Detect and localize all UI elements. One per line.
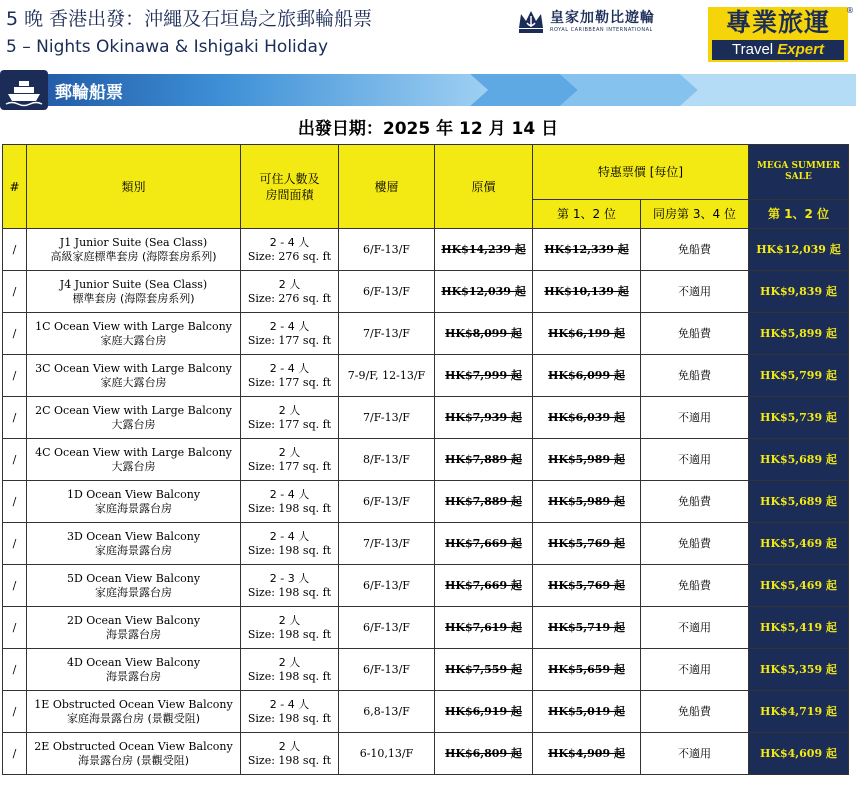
header-index: # xyxy=(3,145,27,229)
third-fourth-guest-fare: 不適用 xyxy=(641,733,749,775)
occupancy xyxy=(241,649,339,691)
cabin-category-cn: 家庭大露台房 xyxy=(100,333,167,347)
occupancy-count: 2 - 4 人 xyxy=(269,529,310,543)
mega-sale-price: HK$5,469 起 xyxy=(749,523,849,565)
mega-sale-price: HK$5,899 起 xyxy=(749,313,849,355)
mega-sale-price: HK$5,689 起 xyxy=(749,439,849,481)
mega-sale-price: HK$5,799 起 xyxy=(749,355,849,397)
royal-caribbean-logo xyxy=(516,8,655,36)
row-index: / xyxy=(3,313,27,355)
special-price: HK$5,989 起 xyxy=(533,481,641,523)
special-price: HK$12,339 起 xyxy=(533,229,641,271)
mega-sale-price: HK$5,469 起 xyxy=(749,565,849,607)
table-row xyxy=(3,271,849,313)
cabin-category-cn: 標準套房 (海際套房系列) xyxy=(72,291,195,305)
special-price: HK$6,039 起 xyxy=(533,397,641,439)
cabin-size: Size: 177 sq. ft xyxy=(247,417,332,431)
header-occupancy xyxy=(241,145,339,229)
original-price: HK$7,669 起 xyxy=(435,523,533,565)
cabin-size: Size: 177 sq. ft xyxy=(247,459,332,473)
page-title-chinese: 5 晚 香港出發：沖繩及石垣島之旅郵輪船票 xyxy=(6,8,373,30)
cabin-category-en: J1 Junior Suite (Sea Class) xyxy=(59,235,208,249)
mega-sale-price: HK$5,359 起 xyxy=(749,649,849,691)
cabin-category-en: J4 Junior Suite (Sea Class) xyxy=(59,277,208,291)
third-fourth-guest-fare: 免船費 xyxy=(641,481,749,523)
cabin-category-en: 2D Ocean View Balcony xyxy=(66,613,201,627)
occupancy xyxy=(241,691,339,733)
special-price: HK$10,139 起 xyxy=(533,271,641,313)
occupancy-count: 2 - 3 人 xyxy=(269,571,310,585)
third-fourth-guest-fare: 免船費 xyxy=(641,229,749,271)
header-guest-1-2: 第 1、2 位 xyxy=(533,200,641,229)
occupancy xyxy=(241,565,339,607)
header-mega-sale xyxy=(749,145,849,200)
mega-sale-price: HK$4,609 起 xyxy=(749,733,849,775)
table-row xyxy=(3,607,849,649)
original-price: HK$12,039 起 xyxy=(435,271,533,313)
special-price: HK$5,019 起 xyxy=(533,691,641,733)
cabin-size: Size: 198 sq. ft xyxy=(247,627,332,641)
row-index: / xyxy=(3,691,27,733)
cabin-category xyxy=(27,439,241,481)
occupancy-count: 2 - 4 人 xyxy=(269,319,310,333)
third-fourth-guest-fare: 免船費 xyxy=(641,313,749,355)
special-price: HK$4,909 起 xyxy=(533,733,641,775)
table-row xyxy=(3,313,849,355)
original-price: HK$7,889 起 xyxy=(435,439,533,481)
deck: 7/F-13/F xyxy=(339,397,435,439)
cabin-category-en: 1D Ocean View Balcony xyxy=(66,487,201,501)
row-index: / xyxy=(3,439,27,481)
travel-expert-name-en xyxy=(712,40,844,60)
cabin-category-cn: 海景露台房 xyxy=(106,627,161,641)
cabin-category-cn: 家庭海景露台房 xyxy=(95,501,172,515)
deck: 8/F-13/F xyxy=(339,439,435,481)
mega-sale-price: HK$5,739 起 xyxy=(749,397,849,439)
row-index: / xyxy=(3,607,27,649)
table-row xyxy=(3,229,849,271)
original-price: HK$8,099 起 xyxy=(435,313,533,355)
cabin-category-en: 5D Ocean View Balcony xyxy=(66,571,201,585)
cabin-category-cn: 高級家庭標準套房 (海際套房系列) xyxy=(50,249,217,263)
special-price: HK$5,769 起 xyxy=(533,523,641,565)
cabin-category-en: 3D Ocean View Balcony xyxy=(66,529,201,543)
header-special-price: 特惠票價 [每位] xyxy=(533,145,749,200)
fare-table xyxy=(2,144,849,775)
original-price: HK$6,809 起 xyxy=(435,733,533,775)
cabin-category-cn: 大露台房 xyxy=(111,417,156,431)
occupancy-count: 2 人 xyxy=(278,739,301,753)
original-price: HK$7,999 起 xyxy=(435,355,533,397)
mega-sale-price: HK$5,419 起 xyxy=(749,607,849,649)
deck: 6/F-13/F xyxy=(339,565,435,607)
third-fourth-guest-fare: 免船費 xyxy=(641,355,749,397)
header-mega-line1: MEGA SUMMER xyxy=(756,161,841,171)
table-row xyxy=(3,355,849,397)
cabin-category xyxy=(27,565,241,607)
occupancy xyxy=(241,355,339,397)
mega-sale-price: HK$5,689 起 xyxy=(749,481,849,523)
table-row xyxy=(3,439,849,481)
original-price: HK$14,239 起 xyxy=(435,229,533,271)
cabin-category-cn: 家庭海景露台房 (景觀受阻) xyxy=(66,711,201,725)
deck: 6/F-13/F xyxy=(339,649,435,691)
occupancy xyxy=(241,397,339,439)
row-index: / xyxy=(3,733,27,775)
special-price: HK$5,769 起 xyxy=(533,565,641,607)
section-banner xyxy=(0,70,856,110)
royal-caribbean-name-cn: 皇家加勒比遊輪 xyxy=(550,10,655,26)
cabin-category-en: 1C Ocean View with Large Balcony xyxy=(35,319,232,333)
cabin-size: Size: 198 sq. ft xyxy=(247,585,332,599)
deck: 6/F-13/F xyxy=(339,607,435,649)
special-price: HK$6,099 起 xyxy=(533,355,641,397)
occupancy xyxy=(241,229,339,271)
cabin-category xyxy=(27,481,241,523)
occupancy-count: 2 人 xyxy=(278,445,301,459)
mega-sale-price: HK$9,839 起 xyxy=(749,271,849,313)
row-index: / xyxy=(3,229,27,271)
occupancy-count: 2 - 4 人 xyxy=(269,487,310,501)
row-index: / xyxy=(3,355,27,397)
table-row xyxy=(3,397,849,439)
row-index: / xyxy=(3,523,27,565)
header-occupancy-line1: 可住人數及 xyxy=(259,171,320,186)
mega-sale-price: HK$4,719 起 xyxy=(749,691,849,733)
cabin-size: Size: 198 sq. ft xyxy=(247,501,332,515)
special-price: HK$5,989 起 xyxy=(533,439,641,481)
deck: 7-9/F, 12-13/F xyxy=(339,355,435,397)
travel-expert-word-travel: Travel xyxy=(732,41,774,58)
cabin-category-cn: 家庭海景露台房 xyxy=(95,585,172,599)
occupancy-count: 2 人 xyxy=(278,655,301,669)
page-title-english: 5 – Nights Okinawa & Ishigaki Holiday xyxy=(6,37,329,57)
cabin-category xyxy=(27,649,241,691)
cabin-category-en: 2C Ocean View with Large Balcony xyxy=(35,403,232,417)
cabin-category-cn: 家庭海景露台房 xyxy=(95,543,172,557)
third-fourth-guest-fare: 不適用 xyxy=(641,439,749,481)
deck: 6/F-13/F xyxy=(339,271,435,313)
occupancy-count: 2 - 4 人 xyxy=(269,697,310,711)
crown-anchor-icon xyxy=(516,8,546,36)
occupancy xyxy=(241,523,339,565)
cabin-category-cn: 海景露台房 (景觀受阻) xyxy=(77,753,190,767)
original-price: HK$7,889 起 xyxy=(435,481,533,523)
cabin-category-cn: 家庭大露台房 xyxy=(100,375,167,389)
row-index: / xyxy=(3,565,27,607)
occupancy-count: 2 - 4 人 xyxy=(269,235,310,249)
third-fourth-guest-fare: 不適用 xyxy=(641,649,749,691)
header-guest-3-4: 同房第 3、4 位 xyxy=(641,200,749,229)
original-price: HK$7,669 起 xyxy=(435,565,533,607)
cabin-category-en: 4D Ocean View Balcony xyxy=(66,655,201,669)
cabin-size: Size: 177 sq. ft xyxy=(247,375,332,389)
original-price: HK$7,559 起 xyxy=(435,649,533,691)
occupancy xyxy=(241,607,339,649)
cabin-category xyxy=(27,229,241,271)
table-row xyxy=(3,733,849,775)
cabin-size: Size: 198 sq. ft xyxy=(247,543,332,557)
occupancy xyxy=(241,481,339,523)
registered-mark: ® xyxy=(846,6,854,15)
royal-caribbean-name-en: ROYAL CARIBBEAN INTERNATIONAL xyxy=(550,27,653,33)
cabin-category-en: 3C Ocean View with Large Balcony xyxy=(35,361,232,375)
deck: 7/F-13/F xyxy=(339,313,435,355)
cabin-size: Size: 177 sq. ft xyxy=(247,333,332,347)
table-row xyxy=(3,691,849,733)
table-row xyxy=(3,565,849,607)
occupancy xyxy=(241,271,339,313)
table-row xyxy=(3,481,849,523)
travel-expert-name-cn: 專業旅運 xyxy=(725,8,830,37)
header-mega-line2: SALE xyxy=(785,172,812,182)
deck: 6/F-13/F xyxy=(339,481,435,523)
original-price: HK$7,939 起 xyxy=(435,397,533,439)
cabin-category xyxy=(27,733,241,775)
travel-expert-word-expert: Expert xyxy=(777,41,824,58)
cabin-category xyxy=(27,523,241,565)
occupancy xyxy=(241,313,339,355)
special-price: HK$5,719 起 xyxy=(533,607,641,649)
cabin-category xyxy=(27,607,241,649)
cabin-category xyxy=(27,397,241,439)
cabin-size: Size: 198 sq. ft xyxy=(247,753,332,767)
third-fourth-guest-fare: 免船費 xyxy=(641,691,749,733)
cabin-size: Size: 276 sq. ft xyxy=(247,291,332,305)
cabin-category xyxy=(27,313,241,355)
occupancy-count: 2 人 xyxy=(278,613,301,627)
occupancy xyxy=(241,439,339,481)
row-index: / xyxy=(3,481,27,523)
row-index: / xyxy=(3,271,27,313)
cabin-category xyxy=(27,691,241,733)
cabin-category-cn: 大露台房 xyxy=(111,459,156,473)
deck: 7/F-13/F xyxy=(339,523,435,565)
table-row xyxy=(3,649,849,691)
section-title: 郵輪船票 xyxy=(55,83,123,103)
original-price: HK$6,919 起 xyxy=(435,691,533,733)
occupancy xyxy=(241,733,339,775)
occupancy-count: 2 人 xyxy=(278,277,301,291)
special-price: HK$6,199 起 xyxy=(533,313,641,355)
third-fourth-guest-fare: 不適用 xyxy=(641,607,749,649)
cabin-category-en: 1E Obstructed Ocean View Balcony xyxy=(34,697,233,711)
occupancy-count: 2 人 xyxy=(278,403,301,417)
cabin-size: Size: 276 sq. ft xyxy=(247,249,332,263)
third-fourth-guest-fare: 免船費 xyxy=(641,523,749,565)
row-index: / xyxy=(3,397,27,439)
cabin-category-en: 2E Obstructed Ocean View Balcony xyxy=(34,739,233,753)
cabin-category-en: 4C Ocean View with Large Balcony xyxy=(35,445,232,459)
cabin-category xyxy=(27,355,241,397)
header-mega-guest-1-2: 第 1、2 位 xyxy=(749,200,849,229)
row-index: / xyxy=(3,649,27,691)
cabin-category xyxy=(27,271,241,313)
cabin-category-cn: 海景露台房 xyxy=(106,669,161,683)
special-price: HK$5,659 起 xyxy=(533,649,641,691)
third-fourth-guest-fare: 不適用 xyxy=(641,397,749,439)
cabin-size: Size: 198 sq. ft xyxy=(247,711,332,725)
header-occupancy-line2: 房間面積 xyxy=(265,187,314,202)
header-deck: 樓層 xyxy=(339,145,435,229)
travel-expert-logo xyxy=(708,7,848,62)
mega-sale-price: HK$12,039 起 xyxy=(749,229,849,271)
sailing-date: 出發日期：2025 年 12 月 14 日 xyxy=(297,119,559,139)
deck: 6/F-13/F xyxy=(339,229,435,271)
deck: 6,8-13/F xyxy=(339,691,435,733)
deck: 6-10,13/F xyxy=(339,733,435,775)
third-fourth-guest-fare: 不適用 xyxy=(641,271,749,313)
table-row xyxy=(3,523,849,565)
header-category: 類別 xyxy=(27,145,241,229)
original-price: HK$7,619 起 xyxy=(435,607,533,649)
third-fourth-guest-fare: 免船費 xyxy=(641,565,749,607)
occupancy-count: 2 - 4 人 xyxy=(269,361,310,375)
cabin-size: Size: 198 sq. ft xyxy=(247,669,332,683)
header-original-price: 原價 xyxy=(435,145,533,229)
